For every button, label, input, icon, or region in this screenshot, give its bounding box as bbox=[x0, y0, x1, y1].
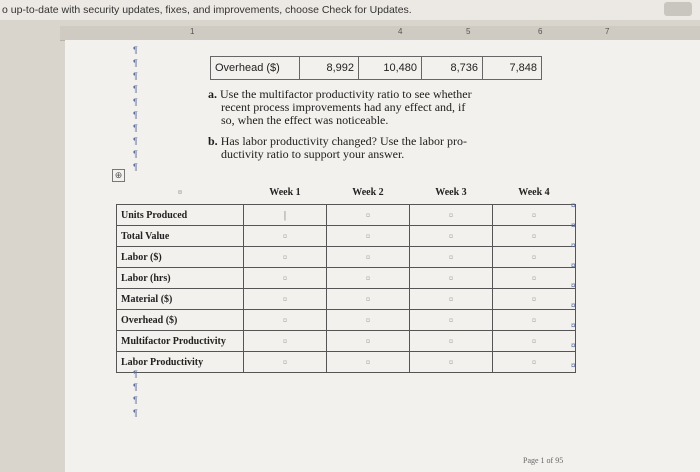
horizontal-ruler[interactable] bbox=[60, 26, 700, 41]
row-label: Material ($) bbox=[117, 289, 244, 310]
column-header: Week 4 bbox=[493, 180, 576, 205]
row-label: Total Value bbox=[117, 226, 244, 247]
ruler-mark: 4 bbox=[398, 27, 403, 36]
row-label: Overhead ($) bbox=[117, 310, 244, 331]
table-cell[interactable]: ¤ bbox=[244, 268, 327, 289]
table-row bbox=[117, 205, 576, 226]
table-cell[interactable]: ¤ bbox=[493, 310, 576, 331]
table-cell[interactable]: ¤ bbox=[244, 289, 327, 310]
table-cell[interactable]: ¤ bbox=[410, 205, 493, 226]
table-cell[interactable]: ¤ bbox=[327, 268, 410, 289]
row-label: Multifactor Productivity bbox=[117, 331, 244, 352]
row-label: Labor Productivity bbox=[117, 352, 244, 373]
column-header: Week 2 bbox=[327, 180, 410, 205]
table-cell[interactable]: ¤ bbox=[493, 247, 576, 268]
table-row bbox=[117, 352, 576, 373]
update-notice-text: o up-to-date with security updates, fixes, and improvements, choose Check for Updates. bbox=[2, 4, 412, 16]
table-cell[interactable]: ¤ bbox=[244, 352, 327, 373]
ruler-mark: 1 bbox=[190, 27, 195, 36]
ruler-mark: 5 bbox=[466, 27, 471, 36]
table-cell[interactable]: ¤ bbox=[244, 247, 327, 268]
check-updates-button[interactable] bbox=[664, 2, 692, 16]
row-end-marks: ¤ ¤ ¤ ¤ ¤ ¤ ¤ ¤ ¤ bbox=[571, 201, 576, 370]
table-cell[interactable]: ¤ bbox=[410, 289, 493, 310]
table-cell[interactable]: ¤ bbox=[327, 205, 410, 226]
overhead-value: 8,992 bbox=[300, 57, 359, 80]
paragraph-marks: ¶ ¶ ¶ ¶ ¶ ¶ ¶ ¶ ¶ ¶ bbox=[133, 45, 138, 172]
table-row bbox=[117, 226, 576, 247]
row-label: Units Produced bbox=[117, 205, 244, 226]
table-cell[interactable]: ¤ bbox=[410, 352, 493, 373]
table-cell[interactable]: ¤ bbox=[244, 226, 327, 247]
table-cell[interactable]: ¤ bbox=[244, 331, 327, 352]
table-cell[interactable]: ¤ bbox=[410, 310, 493, 331]
table-cell[interactable]: ¤ bbox=[244, 310, 327, 331]
overhead-table bbox=[210, 56, 542, 80]
ruler-mark: 7 bbox=[605, 27, 610, 36]
overhead-value: 10,480 bbox=[359, 57, 422, 80]
paragraph-marks: ¶ ¶ ¶ ¶ bbox=[133, 369, 138, 418]
table-row bbox=[117, 331, 576, 352]
table-cell[interactable]: ¤ bbox=[493, 268, 576, 289]
table-move-handle-icon[interactable]: ⊕ bbox=[112, 169, 125, 182]
table-cell[interactable]: ¤ bbox=[410, 226, 493, 247]
overhead-label: Overhead ($) bbox=[211, 57, 300, 80]
table-cell[interactable]: ¤ bbox=[410, 331, 493, 352]
table-cell[interactable]: ¤ bbox=[327, 226, 410, 247]
table-row bbox=[117, 289, 576, 310]
table-cell[interactable]: ¤ bbox=[327, 352, 410, 373]
column-header: Week 1 bbox=[244, 180, 327, 205]
question-b: b. Has labor productivity changed? Use the labor pro- ductivity ratio to support your answer. bbox=[208, 134, 467, 161]
table-cell[interactable]: ¤ bbox=[410, 268, 493, 289]
table-row bbox=[117, 247, 576, 268]
table-cell[interactable]: ¤ bbox=[493, 205, 576, 226]
table-cell[interactable]: ¤ bbox=[493, 289, 576, 310]
table-cell[interactable]: ¤ bbox=[493, 352, 576, 373]
table-cell[interactable]: ¤ bbox=[327, 289, 410, 310]
table-cell[interactable]: ¤ bbox=[410, 247, 493, 268]
table-row bbox=[117, 268, 576, 289]
table-cell[interactable]: ¤ bbox=[327, 331, 410, 352]
table-row bbox=[117, 310, 576, 331]
page-number: Page 1 of 95 bbox=[523, 456, 564, 465]
column-header: Week 3 bbox=[410, 180, 493, 205]
overhead-value: 8,736 bbox=[422, 57, 483, 80]
corner-header: ¤ bbox=[117, 180, 244, 205]
update-notice-bar bbox=[0, 0, 700, 20]
table-cell[interactable]: | bbox=[244, 205, 327, 226]
overhead-value: 7,848 bbox=[483, 57, 542, 80]
table-cell[interactable]: ¤ bbox=[493, 226, 576, 247]
row-label: Labor ($) bbox=[117, 247, 244, 268]
row-label: Labor (hrs) bbox=[117, 268, 244, 289]
table-cell[interactable]: ¤ bbox=[327, 247, 410, 268]
question-a: a. Use the multifactor productivity ratio to see whether recent process improvements had any effect and, if so, when the effect was noticeable. bbox=[208, 87, 472, 127]
table-cell[interactable]: ¤ bbox=[327, 310, 410, 331]
table-cell[interactable]: ¤ bbox=[493, 331, 576, 352]
productivity-table[interactable] bbox=[116, 180, 576, 373]
ruler-mark: 6 bbox=[538, 27, 543, 36]
